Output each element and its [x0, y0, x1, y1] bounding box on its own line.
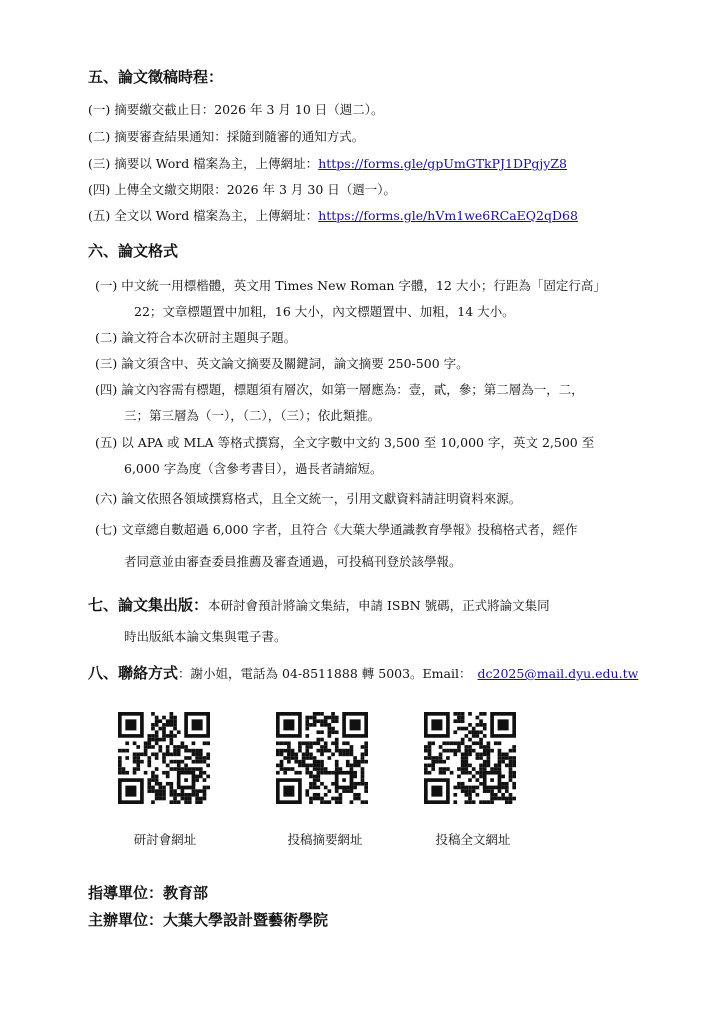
format-line: (六) 論文依照各領域撰寫格式，且全文統一，引用文獻資料請註明資料來源。: [95, 491, 522, 506]
contact-text: ：謝小姐，電話為 04-8511888 轉 5003。Email：: [178, 666, 472, 681]
format-line: (二) 論文符合本次研討主題與子題。: [95, 330, 297, 345]
section5-title: 五、論文徵稿時程：: [88, 68, 224, 86]
format-line: (三) 論文須含中、英文論文摘要及關鍵詞，論文摘要 250-500 字。: [95, 356, 469, 371]
format-line: (七) 文章總自數超過 6,000 字者，且符合《大葉大學通識教育學報》投稿格式者，經作: [95, 522, 578, 537]
abstract-upload-link[interactable]: https://forms.gle/gpUmGTkPJ1DPgjyZ8: [318, 156, 567, 171]
format-line: 6,000 字為度（含參考書目），過長者請縮短。: [124, 461, 383, 476]
section7-text-cont: 時出版紙本論文集與電子書。: [124, 629, 287, 644]
format-line: 22；文章標題置中加粗，16 大小，內文標題置中、加粗，14 大小。: [134, 304, 515, 319]
qr-caption: 投稿全文網址: [435, 832, 511, 847]
schedule-item: (一) 摘要繳交截止日：2026 年 3 月 10 日（週二）。: [88, 102, 384, 117]
organizer-unit: 主辦單位：大葉大學設計暨藝術學院: [88, 911, 329, 929]
section7: [88, 594, 550, 615]
schedule-item: [88, 206, 578, 224]
qr-code-icon: [118, 712, 210, 804]
qr-caption: 研討會網址: [133, 832, 197, 847]
schedule-item-text: (三) 摘要以 Word 檔案為主，上傳網址：: [88, 156, 319, 171]
schedule-item: [88, 154, 567, 172]
qr-code-icon: [424, 712, 516, 804]
section7-text: 本研討會預計將論文集結，申請 ISBN 號碼，正式將論文集同: [208, 598, 550, 613]
schedule-item: (四) 上傳全文繳交期限：2026 年 3 月 30 日（週一）。: [88, 182, 397, 197]
format-line: 三；第三層為（一），（二），（三）；依此類推。: [124, 408, 381, 423]
qr-code-icon: [276, 712, 368, 804]
section7-title: 七、論文集出版：: [88, 596, 209, 614]
fulltext-upload-link[interactable]: https://forms.gle/hVm1we6RCaEQ2qD68: [318, 208, 578, 223]
section8-title: 八、聯絡方式: [88, 664, 179, 682]
advisor-unit: 指導單位：教育部: [88, 884, 209, 902]
format-line: (一) 中文統一用標楷體，英文用 Times New Roman 字體，12 大小；行距為「固定行高」: [95, 278, 606, 293]
section6-title: 六、論文格式: [88, 242, 179, 260]
schedule-item-text: (五) 全文以 Word 檔案為主，上傳網址：: [88, 208, 319, 223]
section8: [88, 662, 638, 683]
format-line: 者同意並由審查委員推薦及審查通過，可投稿刊登於該學報。: [124, 554, 462, 569]
format-line: (四) 論文內容需有標題，標題須有層次，如第一層應為：壹，貳，參；第二層為一，二，: [95, 382, 584, 397]
format-line: (五) 以 APA 或 MLA 等格式撰寫，全文字數中文約 3,500 至 10,000 字，英文 2,500 至: [95, 435, 595, 450]
schedule-item: (二) 摘要審查結果通知：採隨到隨審的通知方式。: [88, 129, 365, 144]
contact-email-link[interactable]: dc2025@mail.dyu.edu.tw: [477, 666, 639, 681]
qr-caption: 投稿摘要網址: [287, 832, 363, 847]
